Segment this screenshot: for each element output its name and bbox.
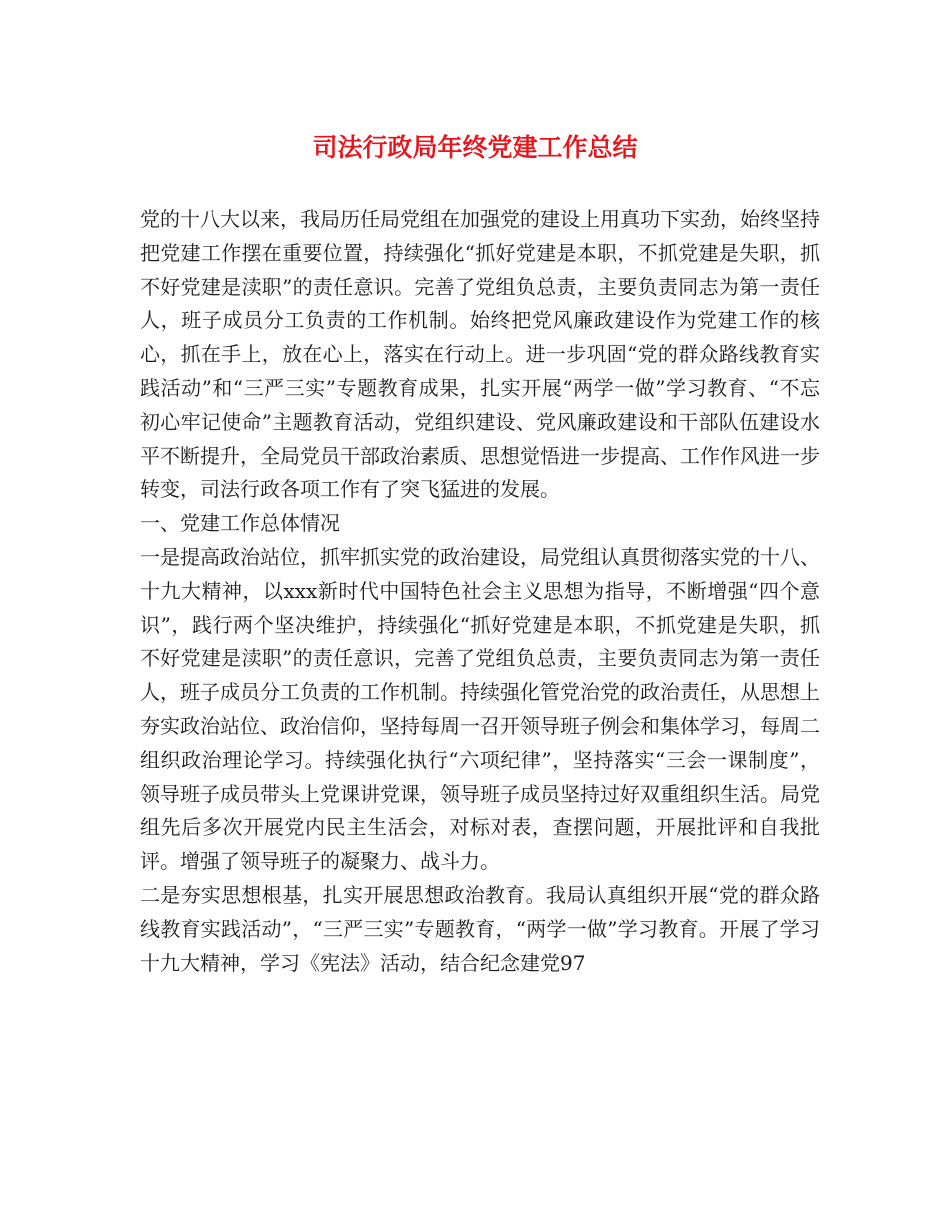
paragraph-political-building: 一是提高政治站位，抓牢抓实党的政治建设，局党组认真贯彻落实党的十八、十九大精神，以xxx新时代中国特色社会主义思想为指导，不断增强“四个意识”，践行两个坚决维护，持续强化“抓好党建是本职，不抓党建是失职，抓不好党建是渎职”的责任意识，完善了党组负总责，主要负责同志为第一责任人，班子成员分工负责的工作机制。持续强化管党治党的政治责任，从思想上夯实政治站位、政治信仰，坚持每周一召开领导班子例会和集体学习，每周二组织政治理论学习。持续强化执行“六项纪律”，坚持落实“三会一课制度”，领导班子成员带头上党课讲党课，领导班子成员坚持过好双重组织生活。局党组先后多次开展党内民主生活会，对标对表，查摆问题，开展批评和自我批评。增强了领导班子的凝聚力、战斗力。	[140, 544, 820, 874]
paragraph-ideological-education: 二是夯实思想根基，扎实开展思想政治教育。我局认真组织开展“党的群众路线教育实践活动”，“三严三实”专题教育，“两学一做”学习教育。开展了学习十九大精神，学习《宪法》活动，结合纪念建党97	[140, 882, 820, 975]
document-body	[140, 203, 820, 980]
section-heading: 一、党建工作总体情况	[140, 511, 340, 536]
document-title: 司法行政局年终党建工作总结	[312, 133, 638, 162]
paragraph-intro: 党的十八大以来，我局历任局党组在加强党的建设上用真功下实劲，始终坚持把党建工作摆在重要位置，持续强化“抓好党建是本职，不抓党建是失职，抓不好党建是渎职”的责任意识。完善了党组负总责，主要负责同志为第一责任人，班子成员分工负责的工作机制。始终把党风廉政建设作为党建工作的核心，抓在手上，放在心上，落实在行动上。进一步巩固“党的群众路线教育实践活动”和“三严三实”专题教育成果，扎实开展“两学一做”学习教育、“不忘初心牢记使命”主题教育活动，党组织建设、党风廉政建设和干部队伍建设水平不断提升，全局党员干部政治素质、思想觉悟进一步提高、工作作风进一步转变，司法行政各项工作有了突飞猛进的发展。	[140, 207, 820, 502]
